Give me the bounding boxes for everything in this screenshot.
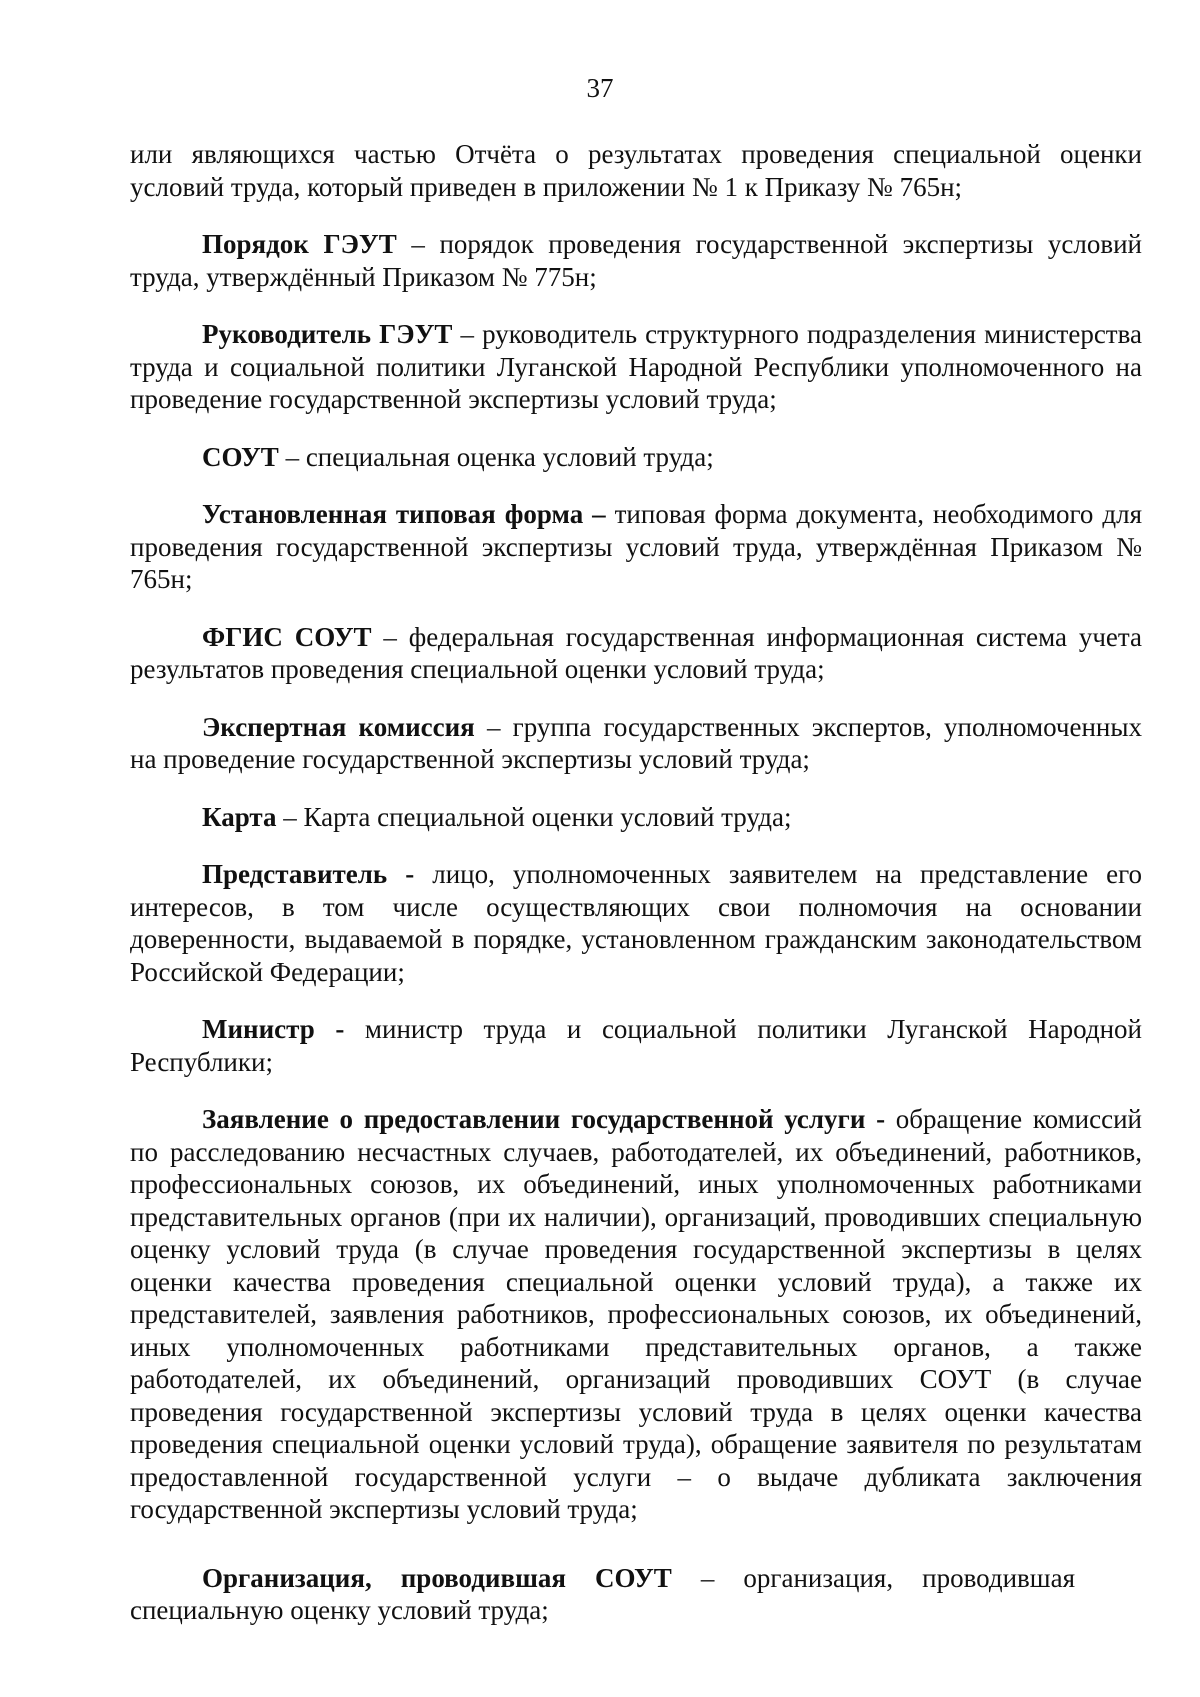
- definition-organizatsiya-sout: [130, 1562, 1075, 1627]
- paragraph-text: или являющихся частью Отчёта о результатах проведения специальной оценки условий труда, который приведен в приложении № 1 к Приказу № 765н;: [130, 139, 1142, 202]
- definition-text: – порядок проведения государственной экспертизы условий труда, утверждённый Приказом № 775н;: [130, 229, 1142, 292]
- definition-term: ФГИС СОУТ: [202, 621, 372, 652]
- definition-term: Установленная типовая форма –: [202, 499, 606, 529]
- definition-term: Организация, проводившая СОУТ: [202, 1562, 672, 1593]
- definition-term: Карта: [202, 801, 277, 832]
- document-body: [130, 138, 1142, 1652]
- definition-text: – группа государственных экспертов, уполномоченных на проведение государственной экспертизы условий труда;: [130, 711, 1143, 774]
- definition-text: типовая форма документа, необходимого для проведения государственной экспертизы условий труда, утверждённая Приказом № 765н;: [130, 499, 1143, 594]
- definition-text: – руководитель структурного подразделения министерства труда и социальной политики Луганской Народной Республики уполномоченного на проведение государственной экспертизы условий труда;: [130, 319, 1142, 414]
- definition-text: – федеральная государственная информационная система учета результатов проведения специальной оценки условий труда;: [130, 621, 1142, 684]
- definition-sout: [130, 441, 1142, 474]
- definition-text: – специальная оценка условий труда;: [278, 441, 714, 472]
- definition-poryadok-geut: [130, 228, 1142, 293]
- definition-term: Представитель -: [202, 859, 415, 889]
- definition-term: Руководитель ГЭУТ: [202, 319, 453, 349]
- paragraph-continuation: [130, 138, 1142, 203]
- definition-text: – организация, проводившая специальную оценку условий труда;: [130, 1562, 1075, 1625]
- definition-zayavlenie: [130, 1103, 1142, 1526]
- definition-ministr: [130, 1013, 1142, 1078]
- definition-tipovaya-forma: [130, 498, 1142, 596]
- definition-predstavitel: [130, 858, 1142, 988]
- definition-karta: [130, 801, 1142, 834]
- definition-term: СОУТ: [202, 441, 279, 472]
- definition-text: лицо, уполномоченных заявителем на представление его интересов, в том числе осуществляющих свои полномочия на основании доверенности, выдаваемой в порядке, установленном гражданским законодательством Российской Федерации;: [130, 859, 1142, 987]
- definition-term: Министр -: [202, 1014, 345, 1044]
- definition-fgis-sout: [130, 621, 1142, 686]
- definition-text: – Карта специальной оценки условий труда;: [276, 801, 792, 832]
- definition-term: Порядок ГЭУТ: [202, 229, 397, 259]
- definition-term: Экспертная комиссия: [202, 711, 475, 742]
- definition-text: обращение комиссий по расследованию несчастных случаев, работодателей, их объединений, работников, профессиональных союзов, их объединений, иных уполномоченных работниками представительных органов (при их наличии), организаций, проводивших специальную оценку условий труда (в случае проведения государственной экспертизы в целях оценки качества проведения специальной оценки условий труда), а также их представителей, заявления работников, профессиональных союзов, их объединений, иных уполномоченных работниками представительных органов, а также работодателей, их объединений, организаций проводивших СОУТ (в случае проведения государственной экспертизы условий труда в целях оценки качества проведения специальной оценки условий труда), обращение заявителя по результатам предоставленной государственной услуги – о выдаче дубликата заключения государственной экспертизы условий труда;: [130, 1104, 1142, 1524]
- page-number: 37: [586, 73, 614, 103]
- definition-ekspertnaya-komissiya: [130, 711, 1142, 776]
- definition-rukovoditel-geut: [130, 318, 1142, 416]
- definition-text: министр труда и социальной политики Луганской Народной Республики;: [130, 1014, 1142, 1077]
- definition-term: Заявление о предоставлении государственной услуги -: [202, 1104, 886, 1134]
